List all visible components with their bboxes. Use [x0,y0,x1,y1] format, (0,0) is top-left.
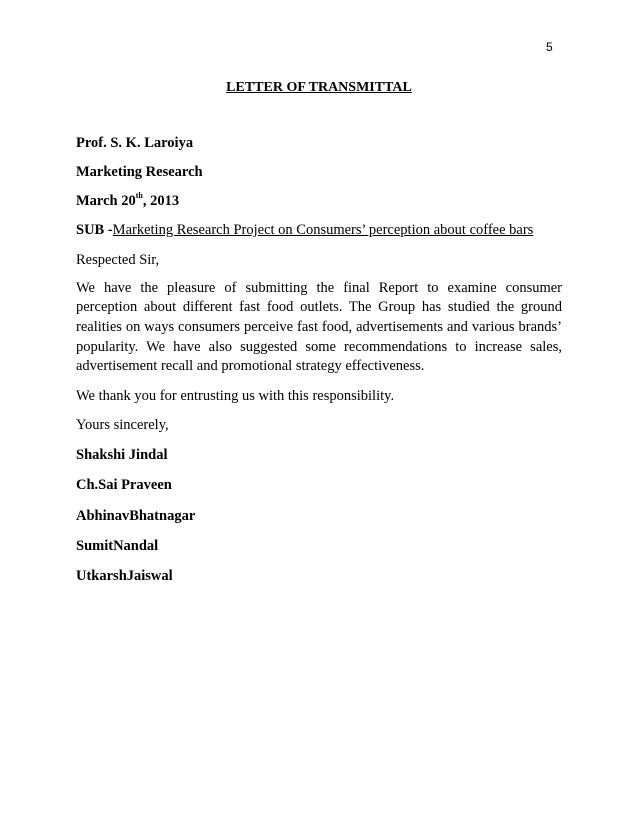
date-prefix: March 20 [76,193,136,209]
body-line-5: advertisement recall and promotional strategy effectiveness. [76,358,425,374]
body-line-2: perception about different fast food outlets. The Group has studied the ground [76,299,562,315]
subject-text: Marketing Research Project on Consumers’ perception about coffee bars [112,222,534,238]
body-line-4: popularity. We have also suggested some recommendations to increase sales, [76,339,562,355]
thanks-line: We thank you for entrusting us with this responsibility. [76,388,395,404]
signatory: SumitNandal [76,538,159,554]
body-line-1: We have the pleasure of submitting the final Report to examine consumer [76,280,562,296]
signatory: UtkarshJaiswal [76,568,173,584]
closing: Yours sincerely, [76,417,169,433]
date-suffix: , 2013 [142,193,180,209]
letter-date [76,193,179,210]
recipient-name: Prof. S. K. Laroiya [76,135,194,151]
signatory: Shakshi Jindal [76,447,168,463]
recipient-course: Marketing Research [76,164,203,180]
subject-label: SUB - [76,222,113,238]
signatory: AbhinavBhatnagar [76,508,196,524]
signatory: Ch.Sai Praveen [76,477,172,493]
subject-line [76,222,533,239]
page-number: 5 [546,40,553,54]
page-title: LETTER OF TRANSMITTAL [226,80,412,95]
date-superscript: th [135,191,143,200]
body-line-3: realities on ways consumers perceive fast food, advertisements and various brands’ [76,319,562,335]
salutation: Respected Sir, [76,252,160,268]
